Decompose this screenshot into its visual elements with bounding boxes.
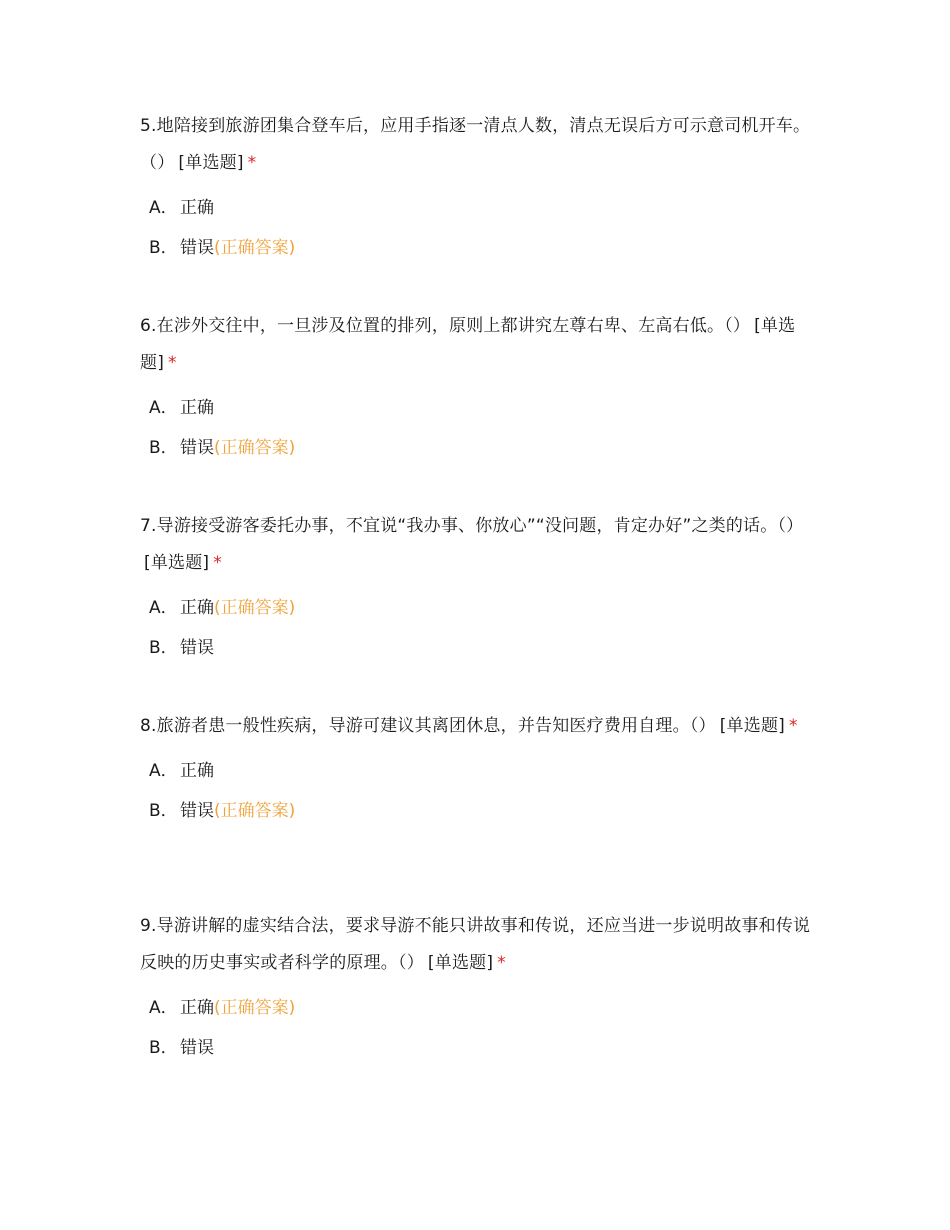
option-list bbox=[140, 188, 812, 268]
required-mark: * bbox=[497, 953, 506, 973]
question-7 bbox=[140, 508, 812, 668]
option-a[interactable] bbox=[140, 188, 812, 228]
option-letter: B． bbox=[149, 238, 178, 258]
option-list bbox=[140, 988, 812, 1068]
correct-answer-mark: (正确答案) bbox=[214, 598, 296, 618]
correct-answer-mark: (正确答案) bbox=[214, 238, 296, 258]
question-type: [单选题] bbox=[427, 953, 494, 973]
option-letter: B． bbox=[149, 638, 178, 658]
option-text: 正确 bbox=[180, 598, 214, 618]
required-mark: * bbox=[213, 553, 222, 573]
question-text: 5.地陪接到旅游团集合登车后，应用手指逐一清点人数，清点无误后方可示意司机开车。（） bbox=[140, 116, 811, 173]
option-a[interactable] bbox=[140, 751, 812, 791]
option-text: 正确 bbox=[180, 398, 214, 418]
option-b[interactable] bbox=[140, 628, 812, 668]
option-b[interactable] bbox=[140, 428, 812, 468]
option-b[interactable] bbox=[140, 228, 812, 268]
required-mark: * bbox=[168, 353, 177, 373]
question-text: 6.在涉外交往中，一旦涉及位置的排列，原则上都讲究左尊右卑、左高右低。（） bbox=[140, 316, 751, 336]
option-letter: A． bbox=[149, 398, 178, 418]
required-mark: * bbox=[788, 716, 798, 736]
option-list bbox=[140, 751, 812, 831]
option-b[interactable] bbox=[140, 791, 812, 831]
question-text: 8.旅游者患一般性疾病，导游可建议其离团休息，并告知医疗费用自理。（） bbox=[140, 716, 716, 736]
option-letter: B． bbox=[149, 1038, 178, 1058]
option-b[interactable] bbox=[140, 1028, 812, 1068]
question-title bbox=[140, 908, 812, 982]
option-letter: B． bbox=[149, 801, 178, 821]
required-mark: * bbox=[247, 153, 257, 173]
option-text: 正确 bbox=[180, 198, 214, 218]
option-letter: B． bbox=[149, 438, 178, 458]
option-letter: A． bbox=[149, 598, 178, 618]
option-list bbox=[140, 588, 812, 668]
option-a[interactable] bbox=[140, 388, 812, 428]
question-title bbox=[140, 508, 812, 582]
question-text: 7.导游接受游客委托办事，不宜说“我办事、你放心”“没问题，肯定办好”之类的话。（） bbox=[140, 516, 804, 536]
option-text: 错误 bbox=[180, 438, 214, 458]
question-title bbox=[140, 308, 812, 382]
option-text: 错误 bbox=[180, 801, 214, 821]
option-letter: A． bbox=[149, 761, 178, 781]
correct-answer-mark: (正确答案) bbox=[214, 801, 296, 821]
question-type: [单选题] bbox=[178, 153, 244, 173]
question-9 bbox=[140, 908, 812, 1068]
option-text: 正确 bbox=[180, 761, 214, 781]
question-title bbox=[140, 708, 812, 745]
question-type: [单选题] bbox=[144, 553, 210, 573]
option-a[interactable] bbox=[140, 588, 812, 628]
option-list bbox=[140, 388, 812, 468]
option-text: 错误 bbox=[180, 1038, 214, 1058]
question-5 bbox=[140, 108, 812, 268]
option-letter: A． bbox=[149, 998, 178, 1018]
option-text: 正确 bbox=[180, 998, 214, 1018]
question-type: [单选题] bbox=[140, 316, 796, 373]
option-letter: A． bbox=[149, 198, 178, 218]
question-6 bbox=[140, 308, 812, 468]
correct-answer-mark: (正确答案) bbox=[214, 998, 296, 1018]
question-8 bbox=[140, 708, 812, 831]
option-text: 错误 bbox=[180, 638, 214, 658]
question-title bbox=[140, 108, 812, 182]
option-text: 错误 bbox=[180, 238, 214, 258]
option-a[interactable] bbox=[140, 988, 812, 1028]
question-type: [单选题] bbox=[719, 716, 785, 736]
correct-answer-mark: (正确答案) bbox=[214, 438, 296, 458]
question-text: 9.导游讲解的虚实结合法，要求导游不能只讲故事和传说，还应当进一步说明故事和传说反映的历史事实或者科学的原理。（） bbox=[140, 916, 811, 973]
